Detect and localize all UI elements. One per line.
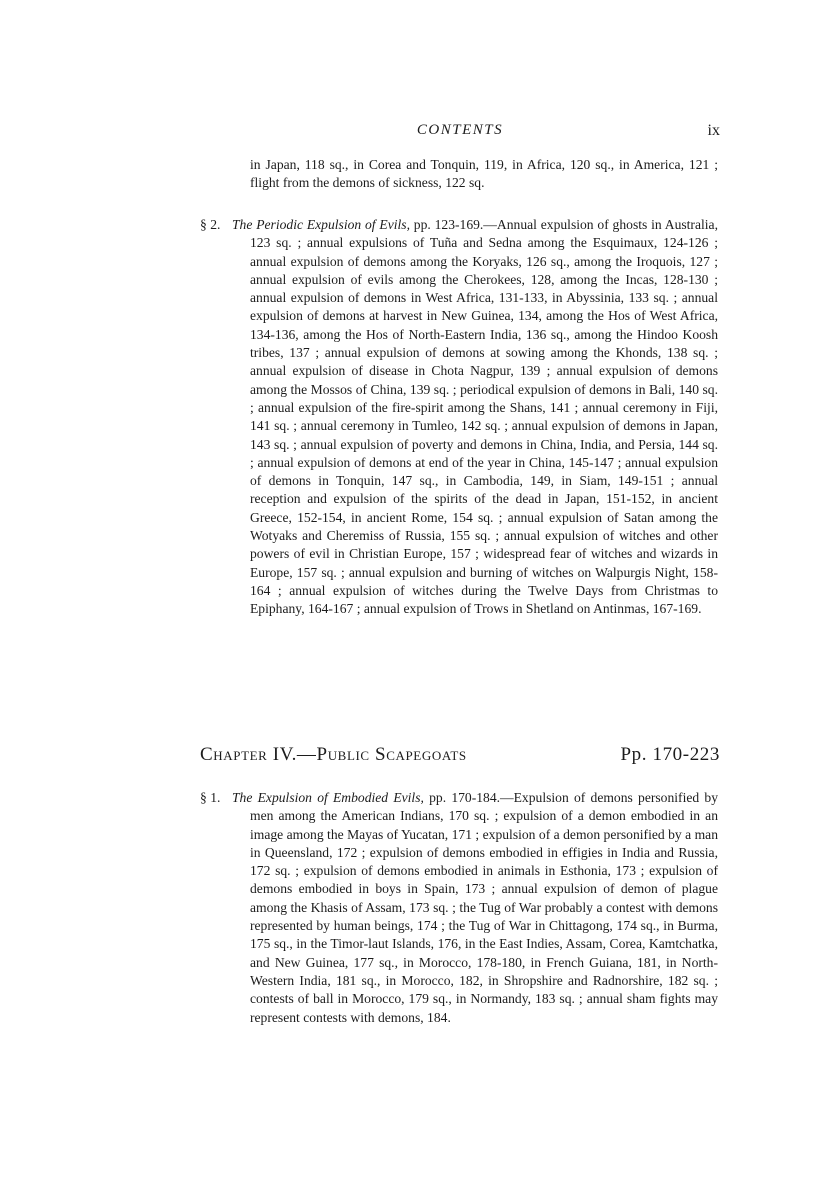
section-mark: § 2.	[200, 217, 221, 232]
chapter-page-range: Pp. 170-223	[620, 744, 720, 765]
chapter-title: Chapter IV.—Public Scapegoats	[200, 744, 467, 765]
section-title: The Periodic Expulsion of Evils,	[232, 217, 410, 232]
section-paragraph	[200, 216, 718, 619]
page-number: ix	[707, 122, 720, 139]
continuation-paragraph: in Japan, 118 sq., in Corea and Tonquin, 119, in Africa, 120 sq., in America, 121 ; flight from the demons of sickness, 122 sq.	[250, 157, 718, 191]
section-embodied-evils	[200, 789, 718, 1027]
section-body: pp. 123-169.—Annual expulsion of ghosts in Australia, 123 sq. ; annual expulsions of Tuña and Sedna among the Esquimaux, 124-126 ; annual expulsion of demons among the Koryaks, 126 sq., among the Iroquois, 127 ; annual expulsion of evils among the Cherokees, 128, among the Incas, 128-130 ; annual expulsion of demons in West Africa, 131-133, in Abyssinia, 133 sq. ; annual expulsion of demons at harvest in New Guinea, 134, among the Hos of West Africa, 134-136, among the Hos of North-Eastern India, 136 sq., among the Hindoo Koosh tribes, 137 ; annual expulsion of demons at sowing among the Khonds, 138 sq. ; annual expulsion of disease in Chota Nagpur, 139 ; annual expulsion of demons among the Mossos of China, 139 sq. ; periodical expulsion of demons in Bali, 140 sq. ; annual expulsion of the fire-spirit among the Shans, 141 ; annual ceremony in Fiji, 141 sq. ; annual ceremony in Tumleo, 142 sq. ; annual expulsion of demons in Japan, 143 sq. ; annual expulsion of poverty and demons in China, India, and Persia, 144 sq. ; annual expulsion of demons at end of the year in China, 145-147 ; annual expulsion of demons in Tonquin, 147 sq., in Cambodia, 149, in Siam, 149-151 ; annual reception and expulsion of the spirits of the dead in Japan, 151-152, in ancient Greece, 152-154, in ancient Rome, 154 sq. ; annual expulsion of Satan among the Wotyaks and Cheremiss of Russia, 155 sq. ; annual expulsion of witches and other powers of evil in Christian Europe, 157 ; widespread fear of witches and wizards in Europe, 157 sq. ; annual expulsion and burning of witches on Walpurgis Night, 158-164 ; annual expulsion of witches during the Twelve Days from Christmas to Epiphany, 164-167 ; annual expulsion of Trows in Shetland on Antinmas, 167-169.	[250, 217, 718, 617]
section-periodic-expulsion	[200, 216, 718, 619]
section-body: pp. 170-184.—Expulsion of demons personified by men among the American Indians, 170 sq. ; expulsion of a demon embodied in an image among the Mayas of Yucatan, 171 ; expulsion of a demon personified by a man in Queensland, 172 ; expulsion of demons embodied in effigies in India and Russia, 172 sq. ; expulsion of demons embodied in animals in Esthonia, 173 ; expulsion of demons embodied in boys in Spain, 173 ; annual expulsion of demon of plague among the Khasis of Assam, 173 sq. ; the Tug of War probably a contest with demons represented by human beings, 174 ; the Tug of War in Chittagong, 174 sq., in Burma, 175 sq., in the Timor-laut Islands, 176, in the East Indies, Assam, Corea, Kamtchatka, and New Guinea, 177 sq., in Morocco, 178-180, in French Guiana, 181, in North-Western India, 181 sq., in Morocco, 182, in Shropshire and Radnorshire, 182 sq. ; contests of ball in Morocco, 179 sq., in Normandy, 183 sq. ; annual sham fights may represent contests with demons, 184.	[250, 790, 718, 1025]
running-head	[200, 122, 720, 142]
chapter-heading	[200, 744, 720, 770]
section-paragraph	[200, 789, 718, 1027]
running-title: CONTENTS	[416, 122, 504, 138]
section-mark: § 1.	[200, 790, 221, 805]
section-title: The Expulsion of Embodied Evils,	[232, 790, 424, 805]
